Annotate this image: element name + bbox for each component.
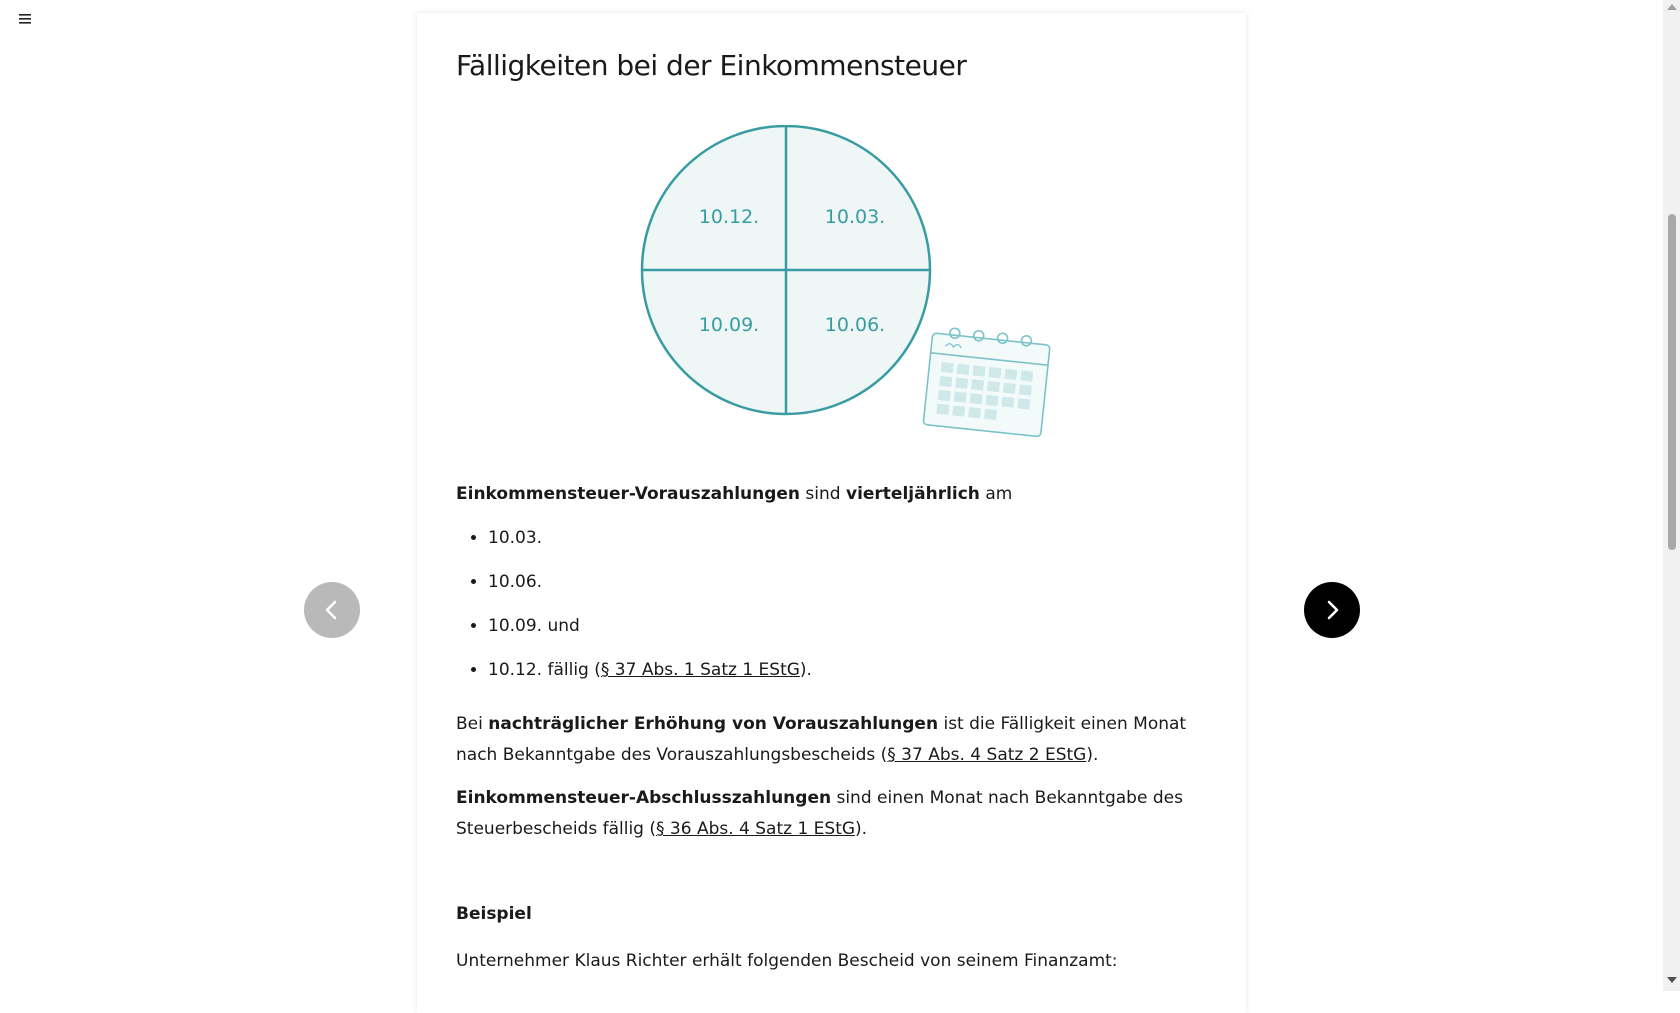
list-item <box>488 611 1216 642</box>
list-item-text: 10.12. fällig ( <box>488 660 601 680</box>
increase-text-start: Bei <box>456 714 489 734</box>
final-payment-paragraph <box>456 783 1216 845</box>
quarter-label-top-right: 10.03. <box>824 206 886 228</box>
vertical-scrollbar[interactable] <box>1663 0 1680 991</box>
menu-button[interactable] <box>16 9 36 29</box>
list-item-text: 10.03. <box>488 528 543 548</box>
scroll-up-arrow-icon[interactable] <box>1667 4 1677 10</box>
content-card <box>417 13 1246 1013</box>
main-text <box>456 479 1216 977</box>
increase-suffix: ). <box>1086 745 1099 765</box>
example-text: Unternehmer Klaus Richter erhält folgenden Bescheid von seinem Finanzamt: <box>456 951 1118 971</box>
due-dates-figure <box>636 125 1076 465</box>
increase-paragraph <box>456 709 1216 771</box>
scroll-down-arrow-icon[interactable] <box>1667 977 1677 983</box>
scrollbar-thumb[interactable] <box>1668 214 1676 550</box>
increase-bold: nachträglicher Erhöhung von Vorauszahlungen <box>488 714 939 734</box>
example-heading: Beispiel <box>456 904 532 924</box>
law-link-37-4[interactable]: § 37 Abs. 4 Satz 2 EStG <box>887 745 1087 765</box>
quarter-label-bottom-left: 10.09. <box>698 314 760 336</box>
chevron-left-icon <box>320 598 344 622</box>
previous-button[interactable] <box>304 582 360 638</box>
quarter-label-top-left: 10.12. <box>698 206 760 228</box>
list-item-text: 10.09. und <box>488 616 580 636</box>
list-item <box>488 655 1216 686</box>
quarter-label-bottom-right: 10.06. <box>824 314 886 336</box>
list-item <box>488 523 1216 554</box>
chevron-right-icon <box>1320 598 1344 622</box>
intro-text-end: am <box>979 484 1013 504</box>
intro-text: sind <box>800 484 846 504</box>
next-button[interactable] <box>1304 582 1360 638</box>
intro-bold-frequency: vierteljährlich <box>845 484 980 504</box>
law-link-37-1[interactable]: § 37 Abs. 1 Satz 1 EStG <box>600 660 800 680</box>
final-payment-suffix: ). <box>855 819 868 839</box>
increase-text: ist die Fälligkeit einen Monat nach Bekanntgabe des Vorauszahlungsbescheids ( <box>456 714 1187 765</box>
intro-paragraph <box>456 479 1216 510</box>
final-payment-bold: Einkommensteuer-Abschlusszahlungen <box>456 788 832 808</box>
due-dates-list <box>456 523 1216 686</box>
hamburger-icon <box>16 9 36 29</box>
intro-bold-term: Einkommensteuer-Vorauszahlungen <box>456 484 801 504</box>
page-title: Fälligkeiten bei der Einkommensteuer <box>456 49 967 82</box>
law-link-36-4[interactable]: § 36 Abs. 4 Satz 1 EStG <box>656 819 856 839</box>
list-item <box>488 567 1216 598</box>
list-item-text: 10.06. <box>488 572 543 592</box>
calendar-icon <box>923 326 1051 437</box>
list-item-suffix: ). <box>799 660 812 680</box>
final-payment-text: sind einen Monat nach Bekanntgabe des Steuerbescheids fällig ( <box>456 788 1183 839</box>
